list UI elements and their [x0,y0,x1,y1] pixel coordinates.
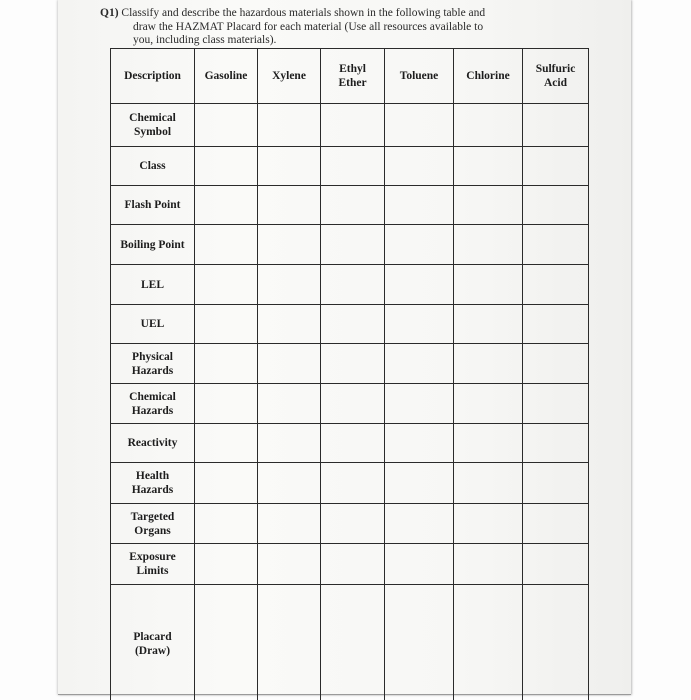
answer-cell[interactable] [385,225,454,265]
answer-cell[interactable] [195,544,258,585]
answer-cell[interactable] [195,384,258,424]
answer-cell[interactable] [321,424,385,463]
answer-cell[interactable] [258,104,321,147]
answer-cell[interactable] [195,305,258,344]
answer-cell[interactable] [385,186,454,225]
answer-cell[interactable] [454,305,523,344]
row-label: LEL [140,278,164,291]
answer-cell[interactable] [258,225,321,265]
row-label: UEL [140,318,165,330]
answer-cell[interactable] [195,104,258,147]
table-row [111,544,589,585]
answer-cell[interactable] [523,544,589,585]
answer-cell[interactable] [195,225,258,265]
row-label-cell [111,585,195,700]
answer-cell[interactable] [195,344,258,384]
answer-cell[interactable] [385,384,454,424]
answer-cell[interactable] [454,463,523,504]
row-label-cell [111,344,195,384]
answer-cell[interactable] [523,225,589,265]
answer-cell[interactable] [454,186,523,225]
answer-cell[interactable] [385,504,454,544]
table-row [111,104,589,147]
table-row [111,225,589,265]
answer-cell[interactable] [321,186,385,225]
answer-cell[interactable] [454,384,523,424]
row-label: Class [139,160,166,172]
answer-cell[interactable] [454,104,523,147]
answer-cell[interactable] [195,265,258,305]
answer-cell[interactable] [523,147,589,186]
answer-cell[interactable] [385,544,454,585]
answer-cell[interactable] [195,585,258,700]
answer-cell[interactable] [523,504,589,544]
answer-cell[interactable] [454,544,523,585]
answer-cell[interactable] [523,104,589,147]
answer-cell[interactable] [385,463,454,504]
row-label: Reactivity [127,437,178,449]
answer-cell[interactable] [258,544,321,585]
answer-cell[interactable] [385,424,454,463]
question-number: Q1) [100,7,119,19]
table-row [111,305,589,344]
row-label: Chemical Symbol [129,112,176,138]
answer-cell[interactable] [321,463,385,504]
table-row [111,344,589,384]
header-chlorine: Chlorine [454,49,523,104]
header-xylene: Xylene [258,49,321,104]
row-label-cell [111,225,195,265]
answer-cell[interactable] [523,344,589,384]
answer-cell[interactable] [258,463,321,504]
header-toluene: Toluene [385,49,454,104]
answer-cell[interactable] [523,305,589,344]
row-label: Health Hazards [131,470,174,496]
question-line-1 [100,7,580,21]
row-label-cell [111,463,195,504]
row-label-cell [111,305,195,344]
answer-cell[interactable] [258,265,321,305]
answer-cell[interactable] [523,265,589,305]
table-row [111,265,589,305]
answer-cell[interactable] [385,344,454,384]
row-label-cell [111,104,195,147]
answer-cell[interactable] [454,424,523,463]
row-label: Placard (Draw) [133,630,172,657]
table-row [111,463,589,504]
answer-cell[interactable] [454,344,523,384]
row-label: Chemical Hazards [129,390,176,417]
answer-cell[interactable] [258,186,321,225]
header-gasoline: Gasoline [195,49,258,104]
header-ethyl-ether: Ethyl Ether [321,49,385,104]
answer-cell[interactable] [523,585,589,700]
answer-cell[interactable] [385,305,454,344]
answer-cell[interactable] [454,147,523,186]
row-label: Flash Point [124,199,181,211]
answer-cell[interactable] [385,147,454,186]
answer-cell[interactable] [454,225,523,265]
answer-cell[interactable] [454,585,523,700]
question-prompt [100,7,580,48]
question-line-2: draw the HAZMAT Placard for each material (Use all resources available to [133,20,484,33]
row-label-cell [111,265,195,305]
answer-cell[interactable] [195,504,258,544]
row-label: Targeted Organs [130,510,175,537]
answer-cell[interactable] [385,585,454,700]
row-label: Physical Hazards [131,350,174,377]
header-row [111,49,589,104]
row-label-cell [111,544,195,585]
answer-cell[interactable] [258,585,321,700]
answer-cell[interactable] [321,544,385,585]
answer-cell[interactable] [258,384,321,424]
answer-cell[interactable] [523,424,589,463]
answer-cell[interactable] [321,585,385,700]
answer-cell[interactable] [385,104,454,147]
header-sulfuric-acid: Sulfuric Acid [523,49,589,104]
answer-cell[interactable] [454,504,523,544]
answer-cell[interactable] [195,186,258,225]
row-label-cell [111,424,195,463]
answer-cell[interactable] [195,463,258,504]
answer-cell[interactable] [321,384,385,424]
answer-cell[interactable] [195,147,258,186]
answer-cell[interactable] [258,504,321,544]
answer-cell[interactable] [385,265,454,305]
table-row [111,147,589,186]
answer-cell[interactable] [195,424,258,463]
answer-cell[interactable] [523,463,589,504]
answer-cell[interactable] [523,384,589,424]
answer-cell[interactable] [321,305,385,344]
answer-cell[interactable] [258,344,321,384]
answer-cell[interactable] [321,265,385,305]
answer-cell[interactable] [321,104,385,147]
question-line-3: you, including class materials). [133,34,277,47]
answer-cell[interactable] [321,147,385,186]
table-row [111,186,589,225]
answer-cell[interactable] [321,225,385,265]
header-description: Description [111,49,195,104]
row-label-cell [111,186,195,225]
hazmat-table [110,48,589,700]
answer-cell[interactable] [454,265,523,305]
row-label-cell [111,147,195,186]
question-text-1: Classify and describe the hazardous materials shown in the following table and [121,7,486,19]
row-label: Exposure Limits [129,551,176,577]
answer-cell[interactable] [258,305,321,344]
table-row [111,424,589,463]
answer-cell[interactable] [258,424,321,463]
row-label-cell [111,504,195,544]
row-label-cell [111,384,195,424]
answer-cell[interactable] [321,344,385,384]
table-row [111,384,589,424]
answer-cell[interactable] [258,147,321,186]
table-row [111,504,589,544]
answer-cell[interactable] [321,504,385,544]
row-label: Boiling Point [120,238,185,251]
table-row [111,585,589,700]
answer-cell[interactable] [523,186,589,225]
